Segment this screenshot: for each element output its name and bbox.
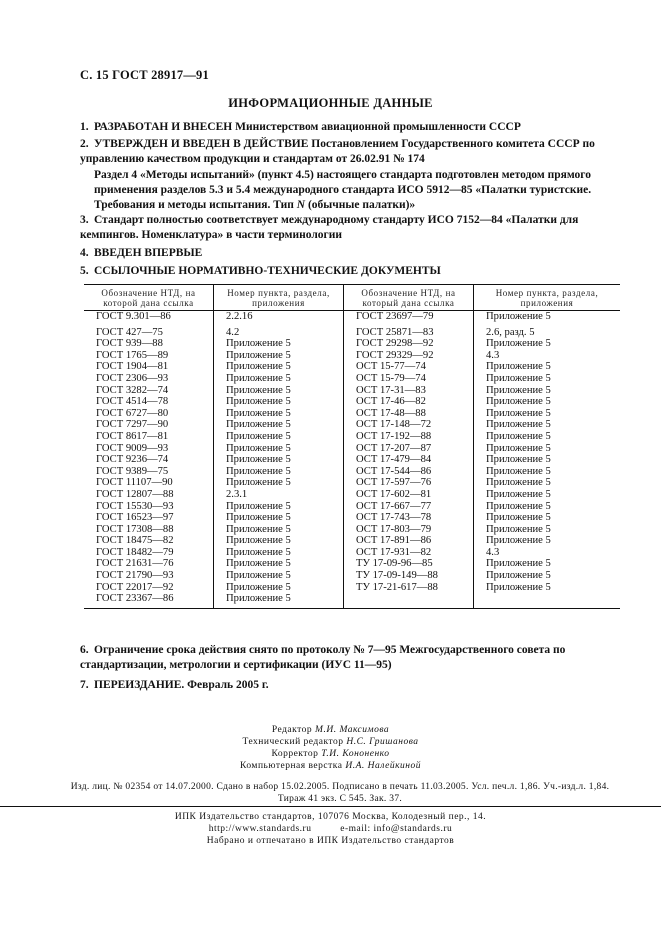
table-cell: ОСТ 17-46—82 <box>344 396 474 408</box>
item-2-note <box>94 168 620 213</box>
table-cell: ГОСТ 22017—92 <box>96 581 174 593</box>
note-text-end: (обычные палатки)» <box>305 199 416 211</box>
table-cell: ГОСТ 9389—75 <box>96 465 169 477</box>
item-text: Ограничение срока действия снято по протоколу № 7—95 Межгосударственного совета по стандартизации, метрологии и сертификации (ИУС 11—95) <box>80 644 566 671</box>
table-row <box>84 512 620 524</box>
table-cell: Приложение 5 <box>474 535 621 547</box>
table-cell: ОСТ 15-77—74 <box>344 361 474 373</box>
credit-name: М.И. Максимова <box>315 725 390 735</box>
table-cell: ОСТ 17-803—79 <box>344 524 474 536</box>
imprint-block <box>40 781 640 805</box>
table-cell: ГОСТ 18482—79 <box>96 546 174 558</box>
table-cell: Приложение 5 <box>474 501 621 513</box>
table-cell: 2.2.16 <box>214 311 344 323</box>
divider <box>0 806 661 807</box>
table-cell: ГОСТ 9009—93 <box>96 442 169 454</box>
table-cell: ОСТ 17-148—72 <box>344 419 474 431</box>
table-cell: ОСТ 15-79—74 <box>344 373 474 385</box>
table-cell: Приложение 5 <box>474 512 621 524</box>
table-cell: ГОСТ 16523—97 <box>96 512 174 524</box>
table-cell: Приложение 5 <box>474 454 621 466</box>
credit-line <box>0 748 661 760</box>
table-cell: ОСТ 17-891—86 <box>344 535 474 547</box>
table-cell: Приложение 5 <box>214 396 344 408</box>
table-row <box>84 350 620 362</box>
table-cell: ОСТ 17-602—81 <box>344 489 474 501</box>
table-cell: ГОСТ 9236—74 <box>96 454 169 466</box>
table-cell: Приложение 5 <box>214 501 344 513</box>
table-row <box>84 547 620 559</box>
column-header: Обозначение НТД, на который дана ссылка <box>344 285 474 311</box>
item-text: Стандарт полностью соответствует международному стандарту ИСО 7152—84 «Палатки для кемпингов. Номенклатура» в части терминологии <box>80 214 579 241</box>
table-row <box>84 454 620 466</box>
table-cell: Приложение 5 <box>214 570 344 582</box>
table-cell: ГОСТ 12807—88 <box>96 488 174 500</box>
table-cell: Приложение 5 <box>214 350 344 362</box>
table-row <box>84 431 620 443</box>
table-cell: 4.3 <box>474 350 621 362</box>
table-cell: ГОСТ 9.301—86 <box>96 311 171 322</box>
table-cell: Приложение 5 <box>214 408 344 420</box>
table-cell: ГОСТ 17308—88 <box>96 523 174 535</box>
table-cell: 2.6, разд. 5 <box>474 323 621 339</box>
table-cell: Приложение 5 <box>474 408 621 420</box>
table-cell: ГОСТ 21631—76 <box>96 558 174 570</box>
table-cell: ОСТ 17-479—84 <box>344 454 474 466</box>
table-cell: Приложение 5 <box>474 419 621 431</box>
table-cell: ГОСТ 7297—90 <box>96 419 169 431</box>
table-cell: ГОСТ 2306—93 <box>96 372 169 384</box>
item-text: ССЫЛОЧНЫЕ НОРМАТИВНО-ТЕХНИЧЕСКИЕ ДОКУМЕНТЫ <box>94 265 441 277</box>
table-cell: Приложение 5 <box>474 311 621 323</box>
table-cell: ОСТ 17-743—78 <box>344 512 474 524</box>
table-row <box>84 408 620 420</box>
table-cell: Приложение 5 <box>214 454 344 466</box>
credits-block <box>0 724 661 772</box>
item-1 <box>80 120 620 135</box>
item-text: РАЗРАБОТАН И ВНЕСЕН Министерством авиационной промышленности СССР <box>94 121 521 133</box>
table-cell: Приложение 5 <box>214 524 344 536</box>
table-cell: Приложение 5 <box>214 466 344 478</box>
table-cell: Приложение 5 <box>214 558 344 570</box>
item-text: ВВЕДЕН ВПЕРВЫЕ <box>94 247 203 259</box>
table-cell: ОСТ 17-192—88 <box>344 431 474 443</box>
table-cell: Приложение 5 <box>474 558 621 570</box>
table-cell <box>344 593 474 608</box>
table-cell: ГОСТ 18475—82 <box>96 535 174 547</box>
table-row <box>84 419 620 431</box>
table-cell: Приложение 5 <box>474 524 621 536</box>
table-row <box>84 501 620 513</box>
table-cell: ГОСТ 1765—89 <box>96 349 169 361</box>
table-cell: ТУ 17-21-617—88 <box>344 582 474 594</box>
table-cell: Приложение 5 <box>214 419 344 431</box>
table-cell: ОСТ 17-667—77 <box>344 501 474 513</box>
table-cell: 4.3 <box>474 547 621 559</box>
table-row <box>84 570 620 582</box>
table-cell: Приложение 5 <box>474 373 621 385</box>
table-cell: ГОСТ 15530—93 <box>96 500 174 512</box>
table-cell: Приложение 5 <box>214 512 344 524</box>
table-cell: Приложение 5 <box>214 547 344 559</box>
table-row <box>84 443 620 455</box>
table-cell: Приложение 5 <box>474 477 621 489</box>
credit-line <box>0 736 661 748</box>
table-cell: ГОСТ 1904—81 <box>96 361 169 373</box>
table-cell: Приложение 5 <box>214 361 344 373</box>
column-header: Номер пункта, раздела, приложения <box>214 285 344 311</box>
table-cell: ОСТ 17-48—88 <box>344 408 474 420</box>
publisher-print-note: Набрано и отпечатано в ИПК Издательство стандартов <box>206 836 455 846</box>
table-cell: ГОСТ 23367—86 <box>84 593 214 608</box>
table-row <box>84 524 620 536</box>
table-cell: ГОСТ 8617—81 <box>96 430 169 442</box>
item-text: УТВЕРЖДЕН И ВВЕДЕН В ДЕЙСТВИЕ Постановлением Государственного комитета СССР по управлению качеством продукции и стандартам от 26.02.91 № 174 <box>80 138 595 165</box>
table-cell: Приложение 5 <box>214 535 344 547</box>
table-row <box>84 385 620 397</box>
table-row <box>84 466 620 478</box>
table-cell <box>474 593 621 608</box>
table-cell: Приложение 5 <box>474 582 621 594</box>
table-cell: ГОСТ 21790—93 <box>96 570 174 582</box>
table-row <box>84 338 620 350</box>
table-cell: ОСТ 17-31—83 <box>344 385 474 397</box>
table-cell: ОСТ 17-597—76 <box>344 477 474 489</box>
table-cell: ГОСТ 29329—92 <box>344 350 474 362</box>
table-cell: Приложение 5 <box>214 443 344 455</box>
item-6 <box>80 643 620 673</box>
table-cell: Приложение 5 <box>474 361 621 373</box>
table-cell: ГОСТ 427—75 <box>96 326 163 338</box>
table-cell: Приложение 5 <box>474 570 621 582</box>
table-row <box>84 311 620 323</box>
table-cell: ГОСТ 11107—90 <box>96 477 173 489</box>
table-cell: ГОСТ 25871—83 <box>344 323 474 339</box>
publisher-email-link[interactable]: e-mail: info@standards.ru <box>340 824 453 834</box>
item-4 <box>80 246 620 261</box>
table-cell: Приложение 5 <box>474 443 621 455</box>
table-cell: Приложение 5 <box>474 489 621 501</box>
credit-name: И.А. Налейкиной <box>345 761 421 771</box>
item-number: 1. <box>80 121 89 133</box>
table-cell: ОСТ 17-207—87 <box>344 443 474 455</box>
item-text: ПЕРЕИЗДАНИЕ. Февраль 2005 г. <box>94 679 269 691</box>
section-title: ИНФОРМАЦИОННЫЕ ДАННЫЕ <box>228 96 433 110</box>
item-number: 2. <box>80 138 89 150</box>
table-cell: Приложение 5 <box>474 385 621 397</box>
table-cell: ГОСТ 3282—74 <box>96 384 169 396</box>
table-row <box>84 361 620 373</box>
table-header-row <box>84 285 620 311</box>
column-header: Обозначение НТД, на которой дана ссылка <box>84 285 214 311</box>
table-cell: ГОСТ 29298—92 <box>344 338 474 350</box>
item-2 <box>80 137 620 167</box>
imprint-line: Изд. лиц. № 02354 от 14.07.2000. Сдано в набор 15.02.2005. Подписано в печать 11.03.2005. Усл. печ.л. 1,86. Уч.-изд.л. 1,84. <box>70 782 610 792</box>
table-cell: Приложение 5 <box>214 593 344 608</box>
table-cell: 4.2 <box>214 323 344 339</box>
imprint-line: Тираж 41 экз. С 545. Зак. 37. <box>277 794 403 804</box>
table-cell: Приложение 5 <box>474 396 621 408</box>
table-cell: Приложение 5 <box>214 582 344 594</box>
table-row <box>84 558 620 570</box>
publisher-website-link[interactable]: http://www.standards.ru <box>208 824 312 834</box>
table-cell: ОСТ 17-544—86 <box>344 466 474 478</box>
item-5 <box>80 264 620 279</box>
table-cell: Приложение 5 <box>474 338 621 350</box>
table-row <box>84 477 620 489</box>
table-row <box>84 582 620 594</box>
table-cell: Приложение 5 <box>474 466 621 478</box>
table-cell: ГОСТ 6727—80 <box>96 407 169 419</box>
credit-name: Т.И. Кононенко <box>321 749 390 759</box>
table-row <box>84 323 620 339</box>
references-table <box>84 284 620 609</box>
item-7 <box>80 678 620 693</box>
table-row <box>84 373 620 385</box>
table-row <box>84 593 620 608</box>
item-number: 7. <box>80 679 89 691</box>
column-header: Номер пункта, раздела, приложения <box>474 285 621 311</box>
credit-line <box>0 724 661 736</box>
page-header: С. 15 ГОСТ 28917—91 <box>80 68 209 82</box>
item-number: 3. <box>80 214 89 226</box>
credit-role: Компьютерная верстка <box>240 761 343 771</box>
table-cell: Приложение 5 <box>214 385 344 397</box>
publisher-address: ИПК Издательство стандартов, 107076 Москва, Колодезный пер., 14. <box>174 812 487 822</box>
table-cell: Приложение 5 <box>214 477 344 489</box>
table-cell: Приложение 5 <box>474 431 621 443</box>
table-cell: 2.3.1 <box>214 489 344 501</box>
table-cell: ГОСТ 939—88 <box>96 338 163 350</box>
item-number: 4. <box>80 247 89 259</box>
table-cell: ТУ 17-09-96—85 <box>344 558 474 570</box>
table-cell: Приложение 5 <box>214 431 344 443</box>
publisher-block <box>0 811 661 847</box>
credit-role: Технический редактор <box>242 737 344 747</box>
table-row <box>84 489 620 501</box>
note-text: Раздел 4 «Методы испытаний» (пункт 4.5) настоящего стандарта подготовлен методом прямого применения разделов 5.3 и 5.4 международного стандарта ИСО 5912—85 «Палатки туристские. Требования и методы испытания. Тип <box>94 169 592 211</box>
credit-role: Редактор <box>271 725 313 735</box>
note-type: N <box>296 199 306 211</box>
credit-name: Н.С. Гришанова <box>346 737 419 747</box>
credit-role: Корректор <box>271 749 319 759</box>
item-3 <box>80 213 620 243</box>
publisher-contacts <box>0 823 661 835</box>
table-cell: Приложение 5 <box>214 373 344 385</box>
item-number: 6. <box>80 644 89 656</box>
table-row <box>84 396 620 408</box>
table-cell: ГОСТ 4514—78 <box>96 396 169 408</box>
item-number: 5. <box>80 265 89 277</box>
table-cell: Приложение 5 <box>214 338 344 350</box>
table-row <box>84 535 620 547</box>
table-cell: ГОСТ 23697—79 <box>344 311 474 323</box>
credit-line <box>0 760 661 772</box>
table-cell: ОСТ 17-931—82 <box>344 547 474 559</box>
table-cell: ТУ 17-09-149—88 <box>344 570 474 582</box>
